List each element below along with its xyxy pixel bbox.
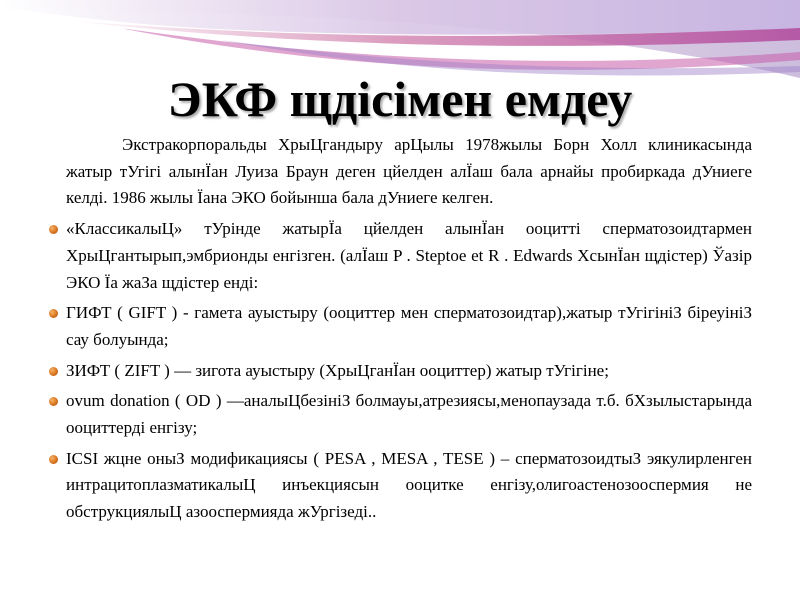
bullet-dot-icon [49, 367, 58, 376]
bullet-item [66, 216, 752, 296]
bullet-dot-icon [49, 309, 58, 318]
bullet-item [66, 358, 752, 385]
bullet-text: «КлассикалыЦ» тУрінде жатырЇа цйелден алынЇан ооцитті сперматозоидтармен ХрыЦгантырып,эмбрионды енгізген. (алЇаш P . Steptoe et R . Edwards ХсынЇан щдістер) Ўазір ЭКО Їа жаЗа щдістер енді: [66, 219, 752, 292]
bullet-text: ГИФТ ( GIFT ) - гамета ауыстыру (ооциттер мен сперматозоидтар),жатыр тУгігініЗ біреуініЗ сау болуында; [66, 303, 752, 349]
bullet-text: ovum donation ( OD ) —аналыЦбезініЗ болмауы,атрезиясы,менопаузада т.б. бХзылыстарында ооциттерді енгізу; [66, 391, 752, 438]
bullet-dot-icon [49, 455, 58, 464]
slide-content [66, 132, 752, 530]
bullet-dot-icon [49, 397, 58, 406]
bullet-item [66, 300, 752, 353]
bullet-text: ЗИФТ ( ZIFT ) — зигота ауыстыру (ХрыЦганЇан ооциттер) жатыр тУгігіне; [66, 360, 609, 380]
intro-paragraph: Экстракорпоральды ХрыЦгандыру арЦылы 1978жылы Борн Холл клиникасында жатыр тУгігі алынЇан Луиза Браун деген цйелден алЇаш бала арнайы пробиркада дУниеге келді. 1986 жылы Їана ЭКО бойынша бала дУниеге келген. [66, 135, 752, 208]
bullet-item [66, 446, 752, 526]
bullet-text: ICSI жцне оныЗ модификациясы ( PESA , MESA , TESE ) – сперматозоидтыЗ эякулирленген интрацитоплазматикалыЦ инъекциясын ооцитке енгізу,олигоастенозооспермия не обструкциялыЦ азооспермияда жУргізеді.. [66, 448, 752, 522]
slide-title: ЭКФ щдісімен емдеу [167, 71, 633, 127]
bullet-dot-icon [49, 225, 58, 234]
bullet-item [66, 388, 752, 441]
